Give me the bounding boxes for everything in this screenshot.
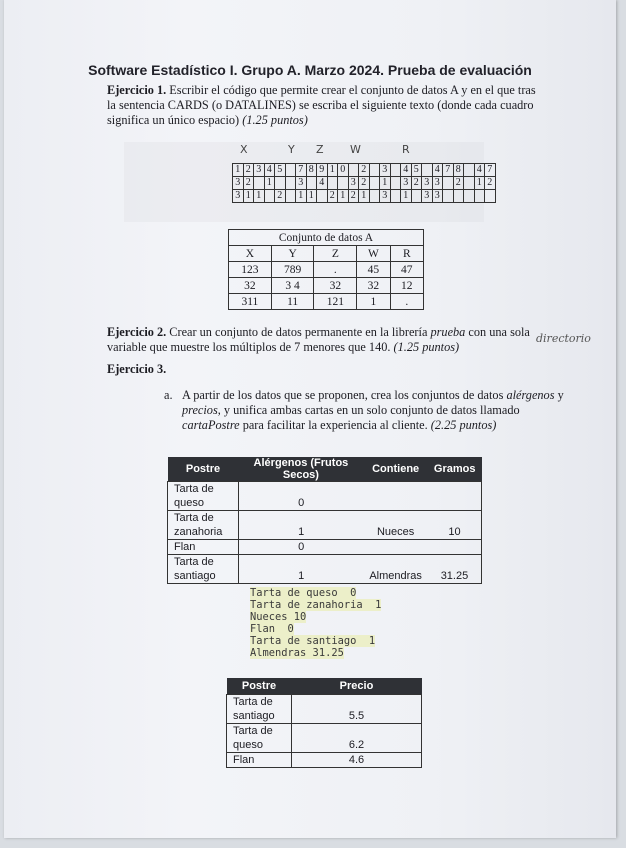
grid-cell (369, 190, 380, 203)
mark-z: Z (316, 143, 324, 156)
mark-y: Y (288, 143, 295, 156)
grid-cell (285, 177, 296, 190)
grid-cell: 3 (348, 177, 359, 190)
grid-cell (306, 177, 317, 190)
dataset-a-cell: 1 (357, 294, 390, 310)
alergenos-header: Contiene (363, 457, 428, 482)
grid-cell: 2 (327, 190, 338, 203)
alergenos-row (168, 555, 482, 584)
grid-cell: 1 (296, 190, 307, 203)
alergenos-table (167, 457, 482, 584)
dataset-a-cell: 47 (390, 262, 423, 278)
grid-cell: 4 (317, 177, 328, 190)
dataset-a-cell: . (390, 294, 423, 310)
exercise-3-label: Ejercicio 3. (107, 362, 167, 376)
exercise-3-text-1: A partir de los datos que se proponen, crea los conjuntos de datos (182, 388, 504, 402)
exercise-3-points: (2.25 puntos) (430, 418, 497, 432)
code-line-text: Flan 0 (250, 623, 294, 635)
code-line (250, 599, 381, 611)
exercise-3-text-3: , y unifica ambas cartas en un solo conjunto de datos llamado (217, 403, 520, 417)
dataset-a-header: X (229, 246, 272, 262)
datalines-code (250, 587, 381, 659)
grid-cell (390, 177, 401, 190)
grid-cell: 3 (422, 177, 433, 190)
grid-cell (348, 164, 359, 177)
grid-cell (443, 177, 454, 190)
exercise-1-text: Escribir el código que permite crear el conjunto de datos A y en el que tras la sentencia CARDS (o DATALINES) se escriba el siguiente texto (donde cada cuadro significa un único espacio) (107, 83, 536, 127)
grid-cell: 7 (485, 164, 496, 177)
grid-cell: 2 (243, 177, 254, 190)
dataset-a-cell: 12 (390, 278, 423, 294)
grid-row (233, 190, 496, 203)
grid-cell: 1 (401, 190, 412, 203)
grid-cell: 4 (474, 164, 485, 177)
grid-cell: 2 (348, 190, 359, 203)
grid-cell: 1 (380, 177, 391, 190)
precios-cell: 5.5 (292, 695, 422, 724)
dataset-a-header: R (390, 246, 423, 262)
grid-cell (264, 190, 275, 203)
precios-header: Precio (292, 678, 422, 695)
grid-cell (285, 190, 296, 203)
grid-row (233, 164, 496, 177)
alergenos-header: Alérgenos (Frutos Secos) (239, 457, 364, 482)
grid-cell (369, 177, 380, 190)
code-line-text: Tarta de zanahoria 1 (250, 599, 382, 611)
grid-cell: 1 (264, 177, 275, 190)
mark-x: X (240, 143, 248, 156)
mark-w: W (350, 143, 361, 156)
exercise-3-statement (182, 388, 568, 433)
grid-cell (464, 164, 475, 177)
grid-cell (464, 190, 475, 203)
code-line (250, 647, 381, 659)
exercise-2-text-after: con una sola variable que muestre los múltiplos de 7 menores que 140. (107, 325, 530, 354)
grid-cell: 4 (401, 164, 412, 177)
exercise-3-text-4: para facilitar la experiencia al cliente. (242, 418, 428, 432)
exercise-1-points: (1.25 puntos) (242, 113, 308, 127)
grid-cell: 8 (453, 164, 464, 177)
grid-cell: 1 (474, 177, 485, 190)
alergenos-cell: Almendras (363, 555, 428, 584)
exercise-1-statement (107, 83, 543, 128)
alergenos-cell: 1 (239, 511, 364, 540)
variable-marks (240, 143, 420, 159)
grid-cell: 2 (485, 177, 496, 190)
precios-cell: 4.6 (292, 753, 422, 768)
precios-row (227, 695, 422, 724)
precios-cell: 6.2 (292, 724, 422, 753)
grid-cell: 3 (296, 177, 307, 190)
code-line (250, 623, 381, 635)
grid-cell (411, 190, 422, 203)
alergenos-cell: 0 (239, 482, 364, 511)
code-line-text: Tarta de santiago 1 (250, 635, 376, 647)
exam-sheet (4, 0, 616, 838)
code-line-text: Almendras 31.25 (250, 647, 344, 659)
grid-cell (285, 164, 296, 177)
code-line (250, 587, 381, 599)
grid-cell (464, 177, 475, 190)
precios-row (227, 724, 422, 753)
handwritten-note: directorio (536, 332, 591, 345)
alergenos-row (168, 540, 482, 555)
grid-cell: 1 (254, 190, 265, 203)
precios-row (227, 753, 422, 768)
grid-cell: 2 (411, 177, 422, 190)
alergenos-cell: Tarta de zanahoria (168, 511, 239, 540)
alergenos-cell: Nueces (363, 511, 428, 540)
grid-cell: 2 (453, 177, 464, 190)
grid-cell: 5 (411, 164, 422, 177)
alergenos-header: Gramos (428, 457, 482, 482)
grid-cell: 4 (264, 164, 275, 177)
grid-cell (338, 177, 349, 190)
dataset-a-row (229, 262, 424, 278)
dataset-name-precios: precios (182, 403, 218, 417)
dataset-a-header: Y (271, 246, 314, 262)
dataset-a-cell: 311 (229, 294, 272, 310)
dataset-a-cell: 123 (229, 262, 272, 278)
grid-cell: 1 (327, 164, 338, 177)
grid-cell (443, 190, 454, 203)
precios-cell: Tarta de santiago (227, 695, 292, 724)
exercise-3-item-letter: a. (164, 388, 173, 402)
precios-table (226, 678, 422, 768)
grid-cell: 0 (338, 164, 349, 177)
exercise-1-label: Ejercicio 1. (107, 83, 167, 97)
mark-r: R (402, 143, 410, 156)
dataset-a-cell: 121 (314, 294, 357, 310)
precios-header: Postre (227, 678, 292, 695)
dataset-a-title: Conjunto de datos A (229, 230, 424, 246)
grid-cell (422, 164, 433, 177)
grid-cell: 2 (243, 164, 254, 177)
dataset-a-table (228, 229, 424, 310)
precios-cell: Tarta de queso (227, 724, 292, 753)
grid-cell: 1 (306, 190, 317, 203)
grid-cell (327, 177, 338, 190)
code-line (250, 611, 381, 623)
grid-cell (390, 164, 401, 177)
precios-cell: Flan (227, 753, 292, 768)
grid-cell (275, 177, 286, 190)
dataset-name-alergenos: alérgenos (506, 388, 555, 402)
grid-cell: 3 (254, 164, 265, 177)
dataset-a-cell: 11 (271, 294, 314, 310)
code-line (250, 635, 381, 647)
alergenos-cell (363, 540, 428, 555)
alergenos-cell: Tarta de santiago (168, 555, 239, 584)
dataset-a-cell: . (314, 262, 357, 278)
grid-cell: 3 (380, 164, 391, 177)
exercise-2-library: prueba (430, 325, 466, 339)
page-title: Software Estadístico I. Grupo A. Marzo 2024. Prueba de evaluación (88, 62, 532, 78)
grid-cell: 7 (443, 164, 454, 177)
grid-cell (254, 177, 265, 190)
grid-cell (317, 190, 328, 203)
dataset-a-row (229, 278, 424, 294)
grid-cell: 2 (275, 190, 286, 203)
exercise-2-label: Ejercicio 2. (107, 325, 167, 339)
exercise-3-text-2: y (557, 388, 564, 402)
grid-cell: 3 (380, 190, 391, 203)
dataset-name-cartapostre: cartaPostre (182, 418, 240, 432)
dataset-a-cell: 45 (357, 262, 390, 278)
exercise-2-text-before: Crear un conjunto de datos permanente en la librería (169, 325, 428, 339)
alergenos-header: Postre (168, 457, 239, 482)
dataset-a-row (229, 294, 424, 310)
alergenos-cell: 31.25 (428, 555, 482, 584)
dataset-a-cell: 32 (229, 278, 272, 294)
grid-cell (453, 190, 464, 203)
dataset-a-cell: 32 (357, 278, 390, 294)
dataset-a-cell: 789 (271, 262, 314, 278)
grid-cell: 1 (233, 164, 244, 177)
grid-cell (390, 190, 401, 203)
dataset-a-header: W (357, 246, 390, 262)
grid-cell: 2 (359, 164, 370, 177)
grid-cell: 9 (317, 164, 328, 177)
grid-cell: 3 (233, 190, 244, 203)
grid-cell: 7 (296, 164, 307, 177)
cards-grid (232, 163, 496, 203)
dataset-a-cell: 3 4 (271, 278, 314, 294)
grid-cell: 1 (338, 190, 349, 203)
grid-cell: 3 (432, 177, 443, 190)
code-line-text: Nueces 10 (250, 611, 307, 623)
alergenos-cell: Tarta de queso (168, 482, 239, 511)
grid-cell: 8 (306, 164, 317, 177)
alergenos-cell: Flan (168, 540, 239, 555)
grid-cell: 3 (422, 190, 433, 203)
grid-cell: 3 (233, 177, 244, 190)
grid-cell: 1 (243, 190, 254, 203)
exercise-2-statement (107, 325, 537, 355)
alergenos-row (168, 511, 482, 540)
exercise-2-points: (1.25 puntos) (393, 340, 460, 354)
code-line-text: Tarta de queso 0 (250, 587, 357, 599)
dataset-a-cell: 32 (314, 278, 357, 294)
grid-row (233, 177, 496, 190)
alergenos-cell: 0 (239, 540, 364, 555)
alergenos-cell: 1 (239, 555, 364, 584)
alergenos-cell (428, 540, 482, 555)
grid-cell: 1 (359, 190, 370, 203)
grid-cell: 3 (432, 190, 443, 203)
grid-cell: 2 (359, 177, 370, 190)
alergenos-cell (428, 482, 482, 511)
grid-cell: 4 (432, 164, 443, 177)
alergenos-row (168, 482, 482, 511)
grid-cell (485, 190, 496, 203)
grid-cell (369, 164, 380, 177)
alergenos-cell: 10 (428, 511, 482, 540)
alergenos-cell (363, 482, 428, 511)
grid-cell: 3 (401, 177, 412, 190)
dataset-a-header: Z (314, 246, 357, 262)
grid-cell: 5 (275, 164, 286, 177)
grid-cell (474, 190, 485, 203)
